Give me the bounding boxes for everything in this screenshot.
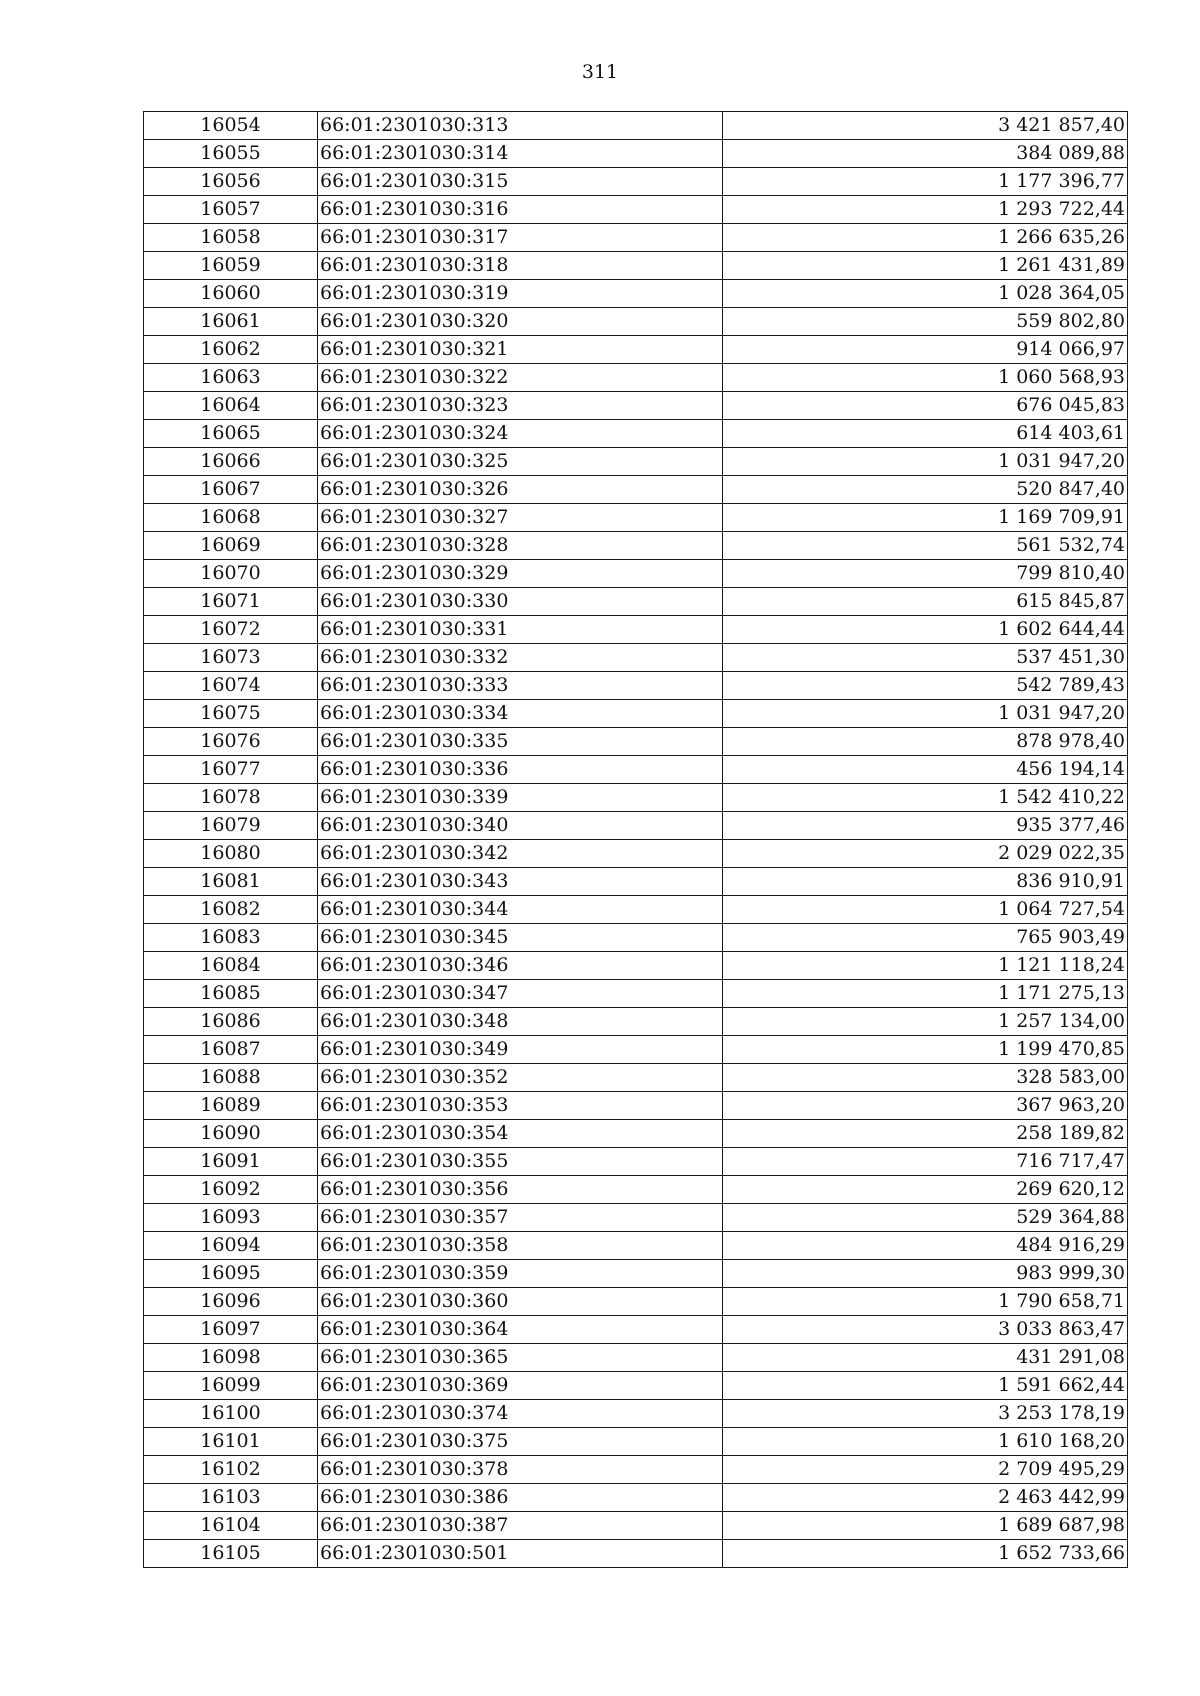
cadastral-value-cell: 2 709 495,29 — [723, 1456, 1128, 1484]
cadastral-value-cell: 1 591 662,44 — [723, 1372, 1128, 1400]
row-number-cell: 16069 — [144, 532, 318, 560]
cadastral-value-cell: 765 903,49 — [723, 924, 1128, 952]
cadastral-value-cell: 542 789,43 — [723, 672, 1128, 700]
cadastral-value-cell: 1 031 947,20 — [723, 448, 1128, 476]
table-row — [144, 868, 1128, 896]
cadastral-value-cell: 1 257 134,00 — [723, 1008, 1128, 1036]
cadastral-value-cell: 367 963,20 — [723, 1092, 1128, 1120]
cadastral-value-cell: 1 171 275,13 — [723, 980, 1128, 1008]
cadastral-number-cell: 66:01:2301030:374 — [318, 1400, 723, 1428]
cadastral-value-cell: 537 451,30 — [723, 644, 1128, 672]
cadastral-number-cell: 66:01:2301030:320 — [318, 308, 723, 336]
table-row — [144, 1316, 1128, 1344]
table-row — [144, 476, 1128, 504]
cadastral-number-cell: 66:01:2301030:355 — [318, 1148, 723, 1176]
table-row — [144, 840, 1128, 868]
cadastral-number-cell: 66:01:2301030:501 — [318, 1540, 723, 1568]
table-row — [144, 1540, 1128, 1568]
table-row — [144, 196, 1128, 224]
cadastral-value-cell: 1 177 396,77 — [723, 168, 1128, 196]
cadastral-number-cell: 66:01:2301030:365 — [318, 1344, 723, 1372]
row-number-cell: 16059 — [144, 252, 318, 280]
table-row — [144, 616, 1128, 644]
cadastral-value-cell: 1 689 687,98 — [723, 1512, 1128, 1540]
cadastral-number-cell: 66:01:2301030:375 — [318, 1428, 723, 1456]
row-number-cell: 16067 — [144, 476, 318, 504]
cadastral-number-cell: 66:01:2301030:317 — [318, 224, 723, 252]
row-number-cell: 16103 — [144, 1484, 318, 1512]
cadastral-number-cell: 66:01:2301030:314 — [318, 140, 723, 168]
table-row — [144, 364, 1128, 392]
cadastral-value-cell: 269 620,12 — [723, 1176, 1128, 1204]
cadastral-number-cell: 66:01:2301030:334 — [318, 700, 723, 728]
cadastral-value-cell: 1 064 727,54 — [723, 896, 1128, 924]
row-number-cell: 16094 — [144, 1232, 318, 1260]
table-row — [144, 392, 1128, 420]
cadastral-number-cell: 66:01:2301030:313 — [318, 112, 723, 140]
table-row — [144, 644, 1128, 672]
cadastral-value-cell: 456 194,14 — [723, 756, 1128, 784]
cadastral-number-cell: 66:01:2301030:339 — [318, 784, 723, 812]
cadastral-value-cell: 983 999,30 — [723, 1260, 1128, 1288]
row-number-cell: 16091 — [144, 1148, 318, 1176]
cadastral-value-cell: 3 033 863,47 — [723, 1316, 1128, 1344]
cadastral-value-cell: 614 403,61 — [723, 420, 1128, 448]
cadastral-value-cell: 716 717,47 — [723, 1148, 1128, 1176]
cadastral-value-cell: 878 978,40 — [723, 728, 1128, 756]
row-number-cell: 16102 — [144, 1456, 318, 1484]
row-number-cell: 16064 — [144, 392, 318, 420]
table-row — [144, 1036, 1128, 1064]
cadastral-value-cell: 1 169 709,91 — [723, 504, 1128, 532]
table-row — [144, 280, 1128, 308]
cadastral-number-cell: 66:01:2301030:330 — [318, 588, 723, 616]
cadastral-number-cell: 66:01:2301030:378 — [318, 1456, 723, 1484]
cadastral-number-cell: 66:01:2301030:358 — [318, 1232, 723, 1260]
row-number-cell: 16100 — [144, 1400, 318, 1428]
row-number-cell: 16074 — [144, 672, 318, 700]
table-row — [144, 1428, 1128, 1456]
cadastral-value-cell: 1 790 658,71 — [723, 1288, 1128, 1316]
table-row — [144, 1288, 1128, 1316]
cadastral-value-cell: 1 031 947,20 — [723, 700, 1128, 728]
row-number-cell: 16056 — [144, 168, 318, 196]
cadastral-value-cell: 676 045,83 — [723, 392, 1128, 420]
cadastral-value-cell: 1 610 168,20 — [723, 1428, 1128, 1456]
table-row — [144, 980, 1128, 1008]
cadastral-number-cell: 66:01:2301030:315 — [318, 168, 723, 196]
table-row — [144, 1120, 1128, 1148]
table-row — [144, 924, 1128, 952]
row-number-cell: 16071 — [144, 588, 318, 616]
table-row — [144, 1344, 1128, 1372]
cadastral-number-cell: 66:01:2301030:357 — [318, 1204, 723, 1232]
table-row — [144, 588, 1128, 616]
cadastral-value-cell: 1 028 364,05 — [723, 280, 1128, 308]
table-row — [144, 1512, 1128, 1540]
cadastral-value-cell: 914 066,97 — [723, 336, 1128, 364]
cadastral-value-cell: 3 421 857,40 — [723, 112, 1128, 140]
cadastral-number-cell: 66:01:2301030:326 — [318, 476, 723, 504]
table-row — [144, 504, 1128, 532]
table-row — [144, 756, 1128, 784]
cadastral-value-cell: 484 916,29 — [723, 1232, 1128, 1260]
table-row — [144, 1148, 1128, 1176]
cadastral-number-cell: 66:01:2301030:369 — [318, 1372, 723, 1400]
cadastral-value-cell: 1 293 722,44 — [723, 196, 1128, 224]
table-body — [144, 112, 1128, 1568]
cadastral-number-cell: 66:01:2301030:349 — [318, 1036, 723, 1064]
cadastral-number-cell: 66:01:2301030:323 — [318, 392, 723, 420]
table-row — [144, 224, 1128, 252]
cadastral-number-cell: 66:01:2301030:387 — [318, 1512, 723, 1540]
table-row — [144, 700, 1128, 728]
row-number-cell: 16057 — [144, 196, 318, 224]
table-row — [144, 1484, 1128, 1512]
cadastral-number-cell: 66:01:2301030:324 — [318, 420, 723, 448]
cadastral-value-cell: 799 810,40 — [723, 560, 1128, 588]
cadastral-number-cell: 66:01:2301030:332 — [318, 644, 723, 672]
cadastral-number-cell: 66:01:2301030:345 — [318, 924, 723, 952]
cadastral-value-cell: 836 910,91 — [723, 868, 1128, 896]
cadastral-number-cell: 66:01:2301030:353 — [318, 1092, 723, 1120]
row-number-cell: 16079 — [144, 812, 318, 840]
table-row — [144, 252, 1128, 280]
row-number-cell: 16073 — [144, 644, 318, 672]
cadastral-value-cell: 935 377,46 — [723, 812, 1128, 840]
table-row — [144, 672, 1128, 700]
cadastral-number-cell: 66:01:2301030:348 — [318, 1008, 723, 1036]
cadastral-number-cell: 66:01:2301030:360 — [318, 1288, 723, 1316]
row-number-cell: 16061 — [144, 308, 318, 336]
table-row — [144, 1092, 1128, 1120]
row-number-cell: 16078 — [144, 784, 318, 812]
cadastral-value-cell: 1 060 568,93 — [723, 364, 1128, 392]
row-number-cell: 16072 — [144, 616, 318, 644]
row-number-cell: 16098 — [144, 1344, 318, 1372]
table-row — [144, 1400, 1128, 1428]
cadastral-number-cell: 66:01:2301030:331 — [318, 616, 723, 644]
row-number-cell: 16070 — [144, 560, 318, 588]
table-row — [144, 1204, 1128, 1232]
table-row — [144, 308, 1128, 336]
table-row — [144, 112, 1128, 140]
row-number-cell: 16060 — [144, 280, 318, 308]
cadastral-value-cell: 1 266 635,26 — [723, 224, 1128, 252]
cadastral-value-cell: 529 364,88 — [723, 1204, 1128, 1232]
cadastral-value-cell: 1 602 644,44 — [723, 616, 1128, 644]
row-number-cell: 16093 — [144, 1204, 318, 1232]
cadastral-value-cell: 2 463 442,99 — [723, 1484, 1128, 1512]
cadastral-value-cell: 1 652 733,66 — [723, 1540, 1128, 1568]
row-number-cell: 16095 — [144, 1260, 318, 1288]
cadastral-value-cell: 328 583,00 — [723, 1064, 1128, 1092]
cadastral-number-cell: 66:01:2301030:354 — [318, 1120, 723, 1148]
cadastral-number-cell: 66:01:2301030:359 — [318, 1260, 723, 1288]
table-row — [144, 420, 1128, 448]
cadastral-value-cell: 615 845,87 — [723, 588, 1128, 616]
cadastral-number-cell: 66:01:2301030:340 — [318, 812, 723, 840]
cadastral-value-cell: 520 847,40 — [723, 476, 1128, 504]
table-row — [144, 560, 1128, 588]
page-number: 311 — [581, 61, 619, 83]
row-number-cell: 16085 — [144, 980, 318, 1008]
row-number-cell: 16084 — [144, 952, 318, 980]
table-row — [144, 448, 1128, 476]
cadastral-number-cell: 66:01:2301030:322 — [318, 364, 723, 392]
row-number-cell: 16101 — [144, 1428, 318, 1456]
table-row — [144, 896, 1128, 924]
table-row — [144, 1260, 1128, 1288]
row-number-cell: 16055 — [144, 140, 318, 168]
row-number-cell: 16080 — [144, 840, 318, 868]
table-row — [144, 812, 1128, 840]
row-number-cell: 16082 — [144, 896, 318, 924]
cadastral-value-table — [143, 111, 1128, 1568]
row-number-cell: 16058 — [144, 224, 318, 252]
cadastral-number-cell: 66:01:2301030:364 — [318, 1316, 723, 1344]
table-row — [144, 1064, 1128, 1092]
cadastral-number-cell: 66:01:2301030:329 — [318, 560, 723, 588]
cadastral-number-cell: 66:01:2301030:386 — [318, 1484, 723, 1512]
table-row — [144, 336, 1128, 364]
cadastral-value-cell: 3 253 178,19 — [723, 1400, 1128, 1428]
row-number-cell: 16089 — [144, 1092, 318, 1120]
row-number-cell: 16081 — [144, 868, 318, 896]
table-row — [144, 1232, 1128, 1260]
cadastral-value-cell: 2 029 022,35 — [723, 840, 1128, 868]
row-number-cell: 16076 — [144, 728, 318, 756]
cadastral-number-cell: 66:01:2301030:319 — [318, 280, 723, 308]
row-number-cell: 16086 — [144, 1008, 318, 1036]
cadastral-number-cell: 66:01:2301030:335 — [318, 728, 723, 756]
cadastral-value-cell: 384 089,88 — [723, 140, 1128, 168]
row-number-cell: 16054 — [144, 112, 318, 140]
cadastral-number-cell: 66:01:2301030:318 — [318, 252, 723, 280]
cadastral-number-cell: 66:01:2301030:352 — [318, 1064, 723, 1092]
table-row — [144, 952, 1128, 980]
table-row — [144, 1372, 1128, 1400]
row-number-cell: 16099 — [144, 1372, 318, 1400]
cadastral-number-cell: 66:01:2301030:344 — [318, 896, 723, 924]
row-number-cell: 16090 — [144, 1120, 318, 1148]
table-row — [144, 728, 1128, 756]
row-number-cell: 16066 — [144, 448, 318, 476]
cadastral-number-cell: 66:01:2301030:321 — [318, 336, 723, 364]
cadastral-number-cell: 66:01:2301030:347 — [318, 980, 723, 1008]
cadastral-number-cell: 66:01:2301030:342 — [318, 840, 723, 868]
row-number-cell: 16083 — [144, 924, 318, 952]
row-number-cell: 16104 — [144, 1512, 318, 1540]
cadastral-value-cell: 559 802,80 — [723, 308, 1128, 336]
row-number-cell: 16063 — [144, 364, 318, 392]
row-number-cell: 16087 — [144, 1036, 318, 1064]
row-number-cell: 16077 — [144, 756, 318, 784]
cadastral-number-cell: 66:01:2301030:356 — [318, 1176, 723, 1204]
table-row — [144, 1456, 1128, 1484]
cadastral-number-cell: 66:01:2301030:346 — [318, 952, 723, 980]
cadastral-number-cell: 66:01:2301030:328 — [318, 532, 723, 560]
cadastral-number-cell: 66:01:2301030:316 — [318, 196, 723, 224]
cadastral-number-cell: 66:01:2301030:336 — [318, 756, 723, 784]
cadastral-number-cell: 66:01:2301030:327 — [318, 504, 723, 532]
table-row — [144, 168, 1128, 196]
row-number-cell: 16065 — [144, 420, 318, 448]
cadastral-number-cell: 66:01:2301030:343 — [318, 868, 723, 896]
cadastral-value-cell: 258 189,82 — [723, 1120, 1128, 1148]
row-number-cell: 16075 — [144, 700, 318, 728]
cadastral-value-cell: 1 199 470,85 — [723, 1036, 1128, 1064]
table-row — [144, 140, 1128, 168]
row-number-cell: 16096 — [144, 1288, 318, 1316]
cadastral-value-cell: 431 291,08 — [723, 1344, 1128, 1372]
row-number-cell: 16105 — [144, 1540, 318, 1568]
table-row — [144, 784, 1128, 812]
row-number-cell: 16097 — [144, 1316, 318, 1344]
row-number-cell: 16062 — [144, 336, 318, 364]
row-number-cell: 16088 — [144, 1064, 318, 1092]
table-row — [144, 1008, 1128, 1036]
cadastral-value-cell: 1 121 118,24 — [723, 952, 1128, 980]
cadastral-value-cell: 1 542 410,22 — [723, 784, 1128, 812]
cadastral-value-cell: 1 261 431,89 — [723, 252, 1128, 280]
row-number-cell: 16068 — [144, 504, 318, 532]
cadastral-number-cell: 66:01:2301030:325 — [318, 448, 723, 476]
row-number-cell: 16092 — [144, 1176, 318, 1204]
table-row — [144, 532, 1128, 560]
cadastral-value-cell: 561 532,74 — [723, 532, 1128, 560]
cadastral-number-cell: 66:01:2301030:333 — [318, 672, 723, 700]
table-row — [144, 1176, 1128, 1204]
